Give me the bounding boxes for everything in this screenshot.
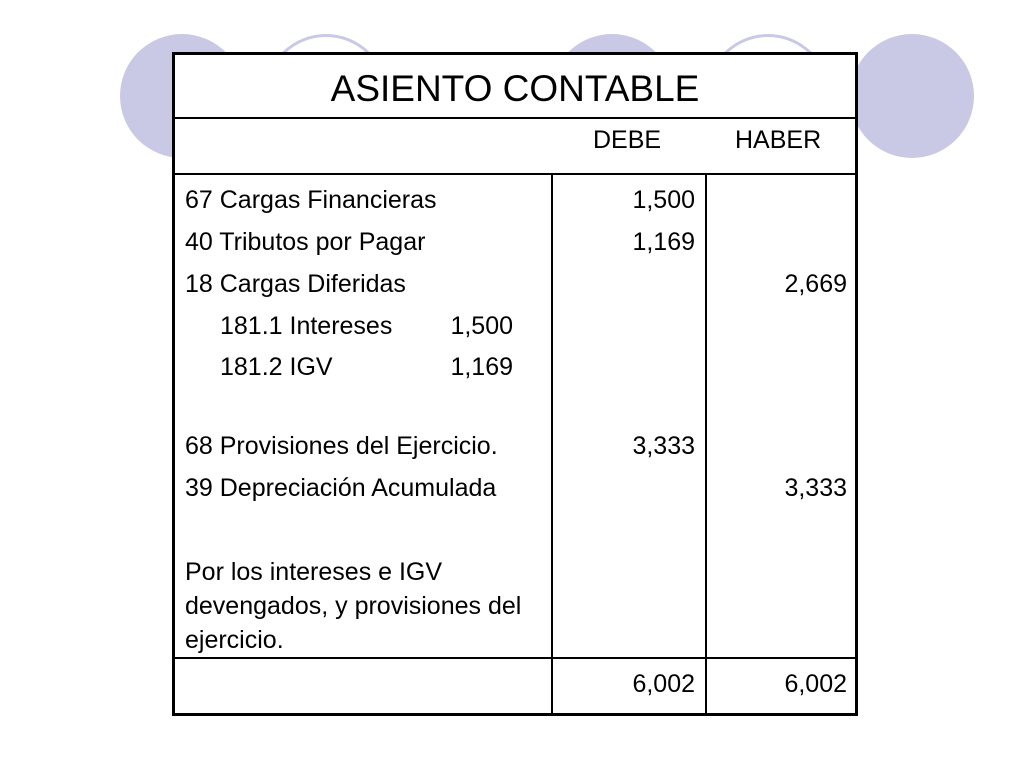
entry-description: Por los intereses e IGV devengados, y provisiones del ejercicio. bbox=[185, 558, 522, 654]
debe-tributos-por-pagar: 1,169 bbox=[632, 228, 695, 256]
column-header-haber: HABER bbox=[735, 126, 822, 154]
subaccount-igv: 181.2 IGV bbox=[220, 353, 333, 381]
debe-provisiones-ejercicio: 3,333 bbox=[632, 432, 695, 460]
total-debe: 6,002 bbox=[632, 670, 695, 698]
account-depreciacion-acumulada: 39 Depreciación Acumulada bbox=[185, 474, 497, 502]
table-title: ASIENTO CONTABLE bbox=[330, 68, 700, 109]
totals-divider bbox=[175, 657, 855, 659]
subaccount-intereses-amount: 1,500 bbox=[450, 312, 513, 340]
decor-circle-5 bbox=[850, 34, 974, 158]
subaccount-intereses: 181.1 Intereses bbox=[220, 312, 393, 340]
total-haber: 6,002 bbox=[784, 670, 847, 698]
debe-cargas-financieras: 1,500 bbox=[632, 186, 695, 214]
accounting-entry-table bbox=[172, 52, 858, 716]
account-cargas-financieras: 67 Cargas Financieras bbox=[185, 186, 437, 214]
account-provisiones-ejercicio: 68 Provisiones del Ejercicio. bbox=[185, 432, 498, 460]
header-divider bbox=[175, 173, 855, 175]
account-tributos-por-pagar: 40 Tributos por Pagar bbox=[185, 228, 426, 256]
haber-cargas-diferidas: 2,669 bbox=[784, 270, 847, 298]
column-header-debe: DEBE bbox=[593, 126, 662, 154]
haber-depreciacion-acumulada: 3,333 bbox=[784, 474, 847, 502]
column-divider-haber bbox=[705, 173, 707, 716]
account-cargas-diferidas: 18 Cargas Diferidas bbox=[185, 270, 406, 298]
subaccount-igv-amount: 1,169 bbox=[450, 353, 513, 381]
